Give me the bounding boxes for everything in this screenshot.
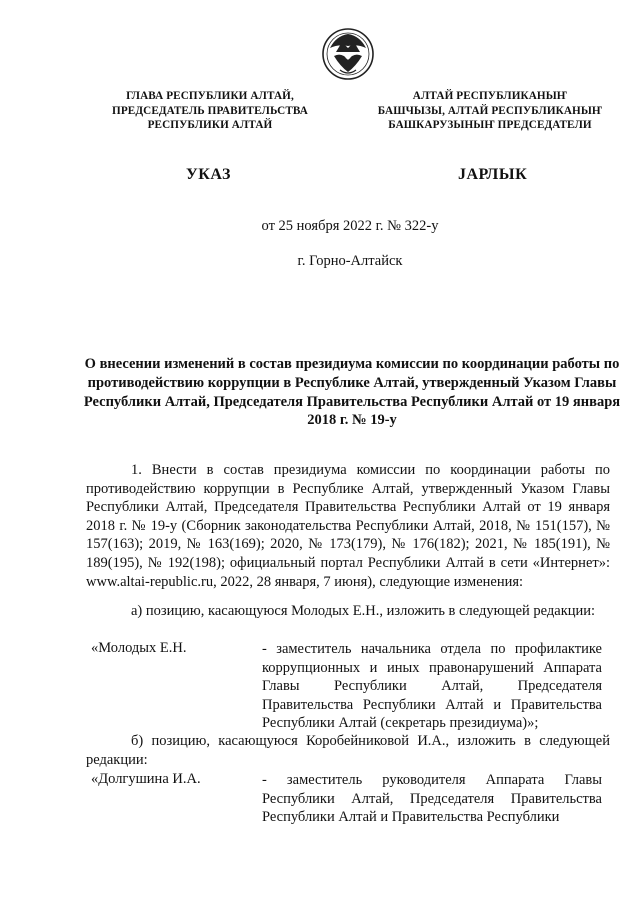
member-name-2: «Долгушина И.А. — [91, 771, 201, 787]
doc-type-altai: ЈАРЛЫК — [458, 166, 528, 183]
header-line: АЛТАЙ РЕСПУБЛИКАНЫҤ — [412, 90, 568, 102]
coat-of-arms-icon — [322, 26, 374, 82]
paragraph-b: б) позицию, касающуюся Коробейниковой И.А., изложить в следующей редакции: — [86, 733, 610, 768]
decree-place: г. Горно-Алтайск — [297, 253, 403, 269]
header-line: ГЛАВА РЕСПУБЛИКИ АЛТАЙ, — [126, 90, 294, 102]
decree-title: О внесении изменений в состав президиума комиссии по координации работы по противодействию коррупции в Республике Алтай, утвержденный Указом Главы Республики Алтай, Председателя Правительства Республики Алтай от 19 января 2018 г. № 19-у — [83, 356, 621, 429]
header-line: РЕСПУБЛИКИ АЛТАЙ — [147, 119, 273, 131]
member-position-1: - заместитель начальника отдела по профилактике коррупционных и иных правонарушений Аппарата Главы Республики Алтай, Председателя Правительства Республики Алтай и Правительства Республики Алтай (секретарь президиума)»; — [262, 641, 602, 732]
paragraph-a: а) позицию, касающуюся Молодых Е.Н., изложить в следующей редакции: — [131, 603, 596, 619]
decree-date-number: от 25 ноября 2022 г. № 322-у — [261, 218, 439, 234]
header-line: БАШЧЫЗЫ, АЛТАЙ РЕСПУБЛИКАНЫҤ — [377, 104, 603, 117]
member-position-2: - заместитель руководителя Аппарата Главы Республики Алтай, Председателя Правительства Республики Алтай и Правительства Республики — [262, 772, 602, 826]
member-name-1: «Молодых Е.Н. — [91, 640, 187, 656]
paragraph-1: 1. Внести в состав президиума комиссии по координации работы по противодействию коррупции в Республике Алтай, утвержденный Указом Главы Республики Алтай, Председателя Правительства Республики Алтай от 19 января 2018 г. № 19-у (Сборник законодательства Республики Алтай, 2018, № 151(157), № 157(163); 2019, № 163(169); 2020, № 173(179), № 176(182); 2021, № 185(191), № 189(195), № 192(198); официальный портал Республики Алтай в сети «Интернет»: www.altai-republic.ru, 2022, 28 января, 7 июня), следующие изменения: — [86, 462, 610, 590]
issuer-header-russian — [100, 89, 320, 133]
header-line: БАШКАРУЗЫНЫҤ ПРЕДСЕДАТЕЛИ — [388, 119, 592, 131]
issuer-header-altai — [375, 89, 605, 133]
header-line: ПРЕДСЕДАТЕЛЬ ПРАВИТЕЛЬСТВА — [112, 104, 308, 117]
doc-type-russian: УКАЗ — [186, 166, 231, 183]
